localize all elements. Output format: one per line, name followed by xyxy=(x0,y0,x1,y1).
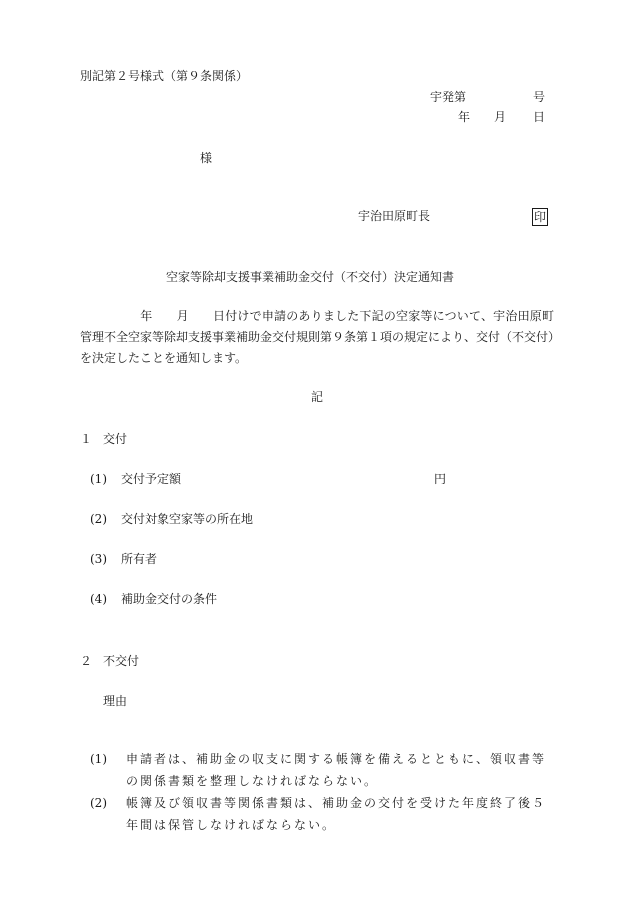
date-day: 日 xyxy=(533,110,546,124)
note-1-text: 申請者は、補助金の収支に関する帳簿を備えるとともに、領収書等の関係書類を整理しなければならない。 xyxy=(126,752,547,788)
form-label: 別記第２号様式（第９条関係） xyxy=(80,69,249,83)
issuer-name: 宇治田原町長 xyxy=(358,209,431,223)
note-2-text: 帳簿及び領収書等関係書類は、補助金の交付を受けた年度終了後５年間は保管しなければならない。 xyxy=(126,796,547,832)
reason-label: 理由 xyxy=(103,694,128,708)
item1-unit: 円 xyxy=(434,472,447,486)
section1-heading: 交付 xyxy=(103,432,128,446)
section2-heading: 不交付 xyxy=(103,654,140,668)
item2-number: (2) xyxy=(90,512,107,526)
note-1 xyxy=(90,748,554,792)
note-2-number: (2) xyxy=(90,796,107,810)
addressee-suffix: 様 xyxy=(200,151,213,165)
body-month: 月 xyxy=(176,309,189,323)
date-year: 年 xyxy=(458,110,471,124)
item4-number: (4) xyxy=(90,592,107,606)
doc-number-suffix: 号 xyxy=(533,90,546,104)
body-lead: 日付けで申請のありました下記の空家等について、宇治田原町管理不全空家等除却支援事業補助金交付規則第９条第１項の規定により、交付（不交付）を決定したことを通知します。 xyxy=(80,309,555,365)
item4-label: 補助金交付の条件 xyxy=(121,592,218,606)
section1-number: １ xyxy=(80,432,93,446)
seal-label: 印 xyxy=(534,210,547,224)
seal-mark xyxy=(532,208,548,226)
ki-heading: 記 xyxy=(311,390,324,404)
date-month: 月 xyxy=(494,110,507,124)
document-title: 空家等除却支援事業補助金交付（不交付）決定通知書 xyxy=(166,270,455,284)
doc-number-prefix: 宇発第 xyxy=(430,90,467,104)
item3-label: 所有者 xyxy=(121,552,158,566)
item1-number: (1) xyxy=(90,472,107,486)
section2-number: ２ xyxy=(80,654,93,668)
note-1-number: (1) xyxy=(90,752,107,766)
item1-label: 交付予定額 xyxy=(121,472,182,486)
body-paragraph xyxy=(80,306,554,369)
note-2 xyxy=(90,792,554,836)
item3-number: (3) xyxy=(90,552,107,566)
body-year: 年 xyxy=(140,309,153,323)
item2-label: 交付対象空家等の所在地 xyxy=(121,512,254,526)
